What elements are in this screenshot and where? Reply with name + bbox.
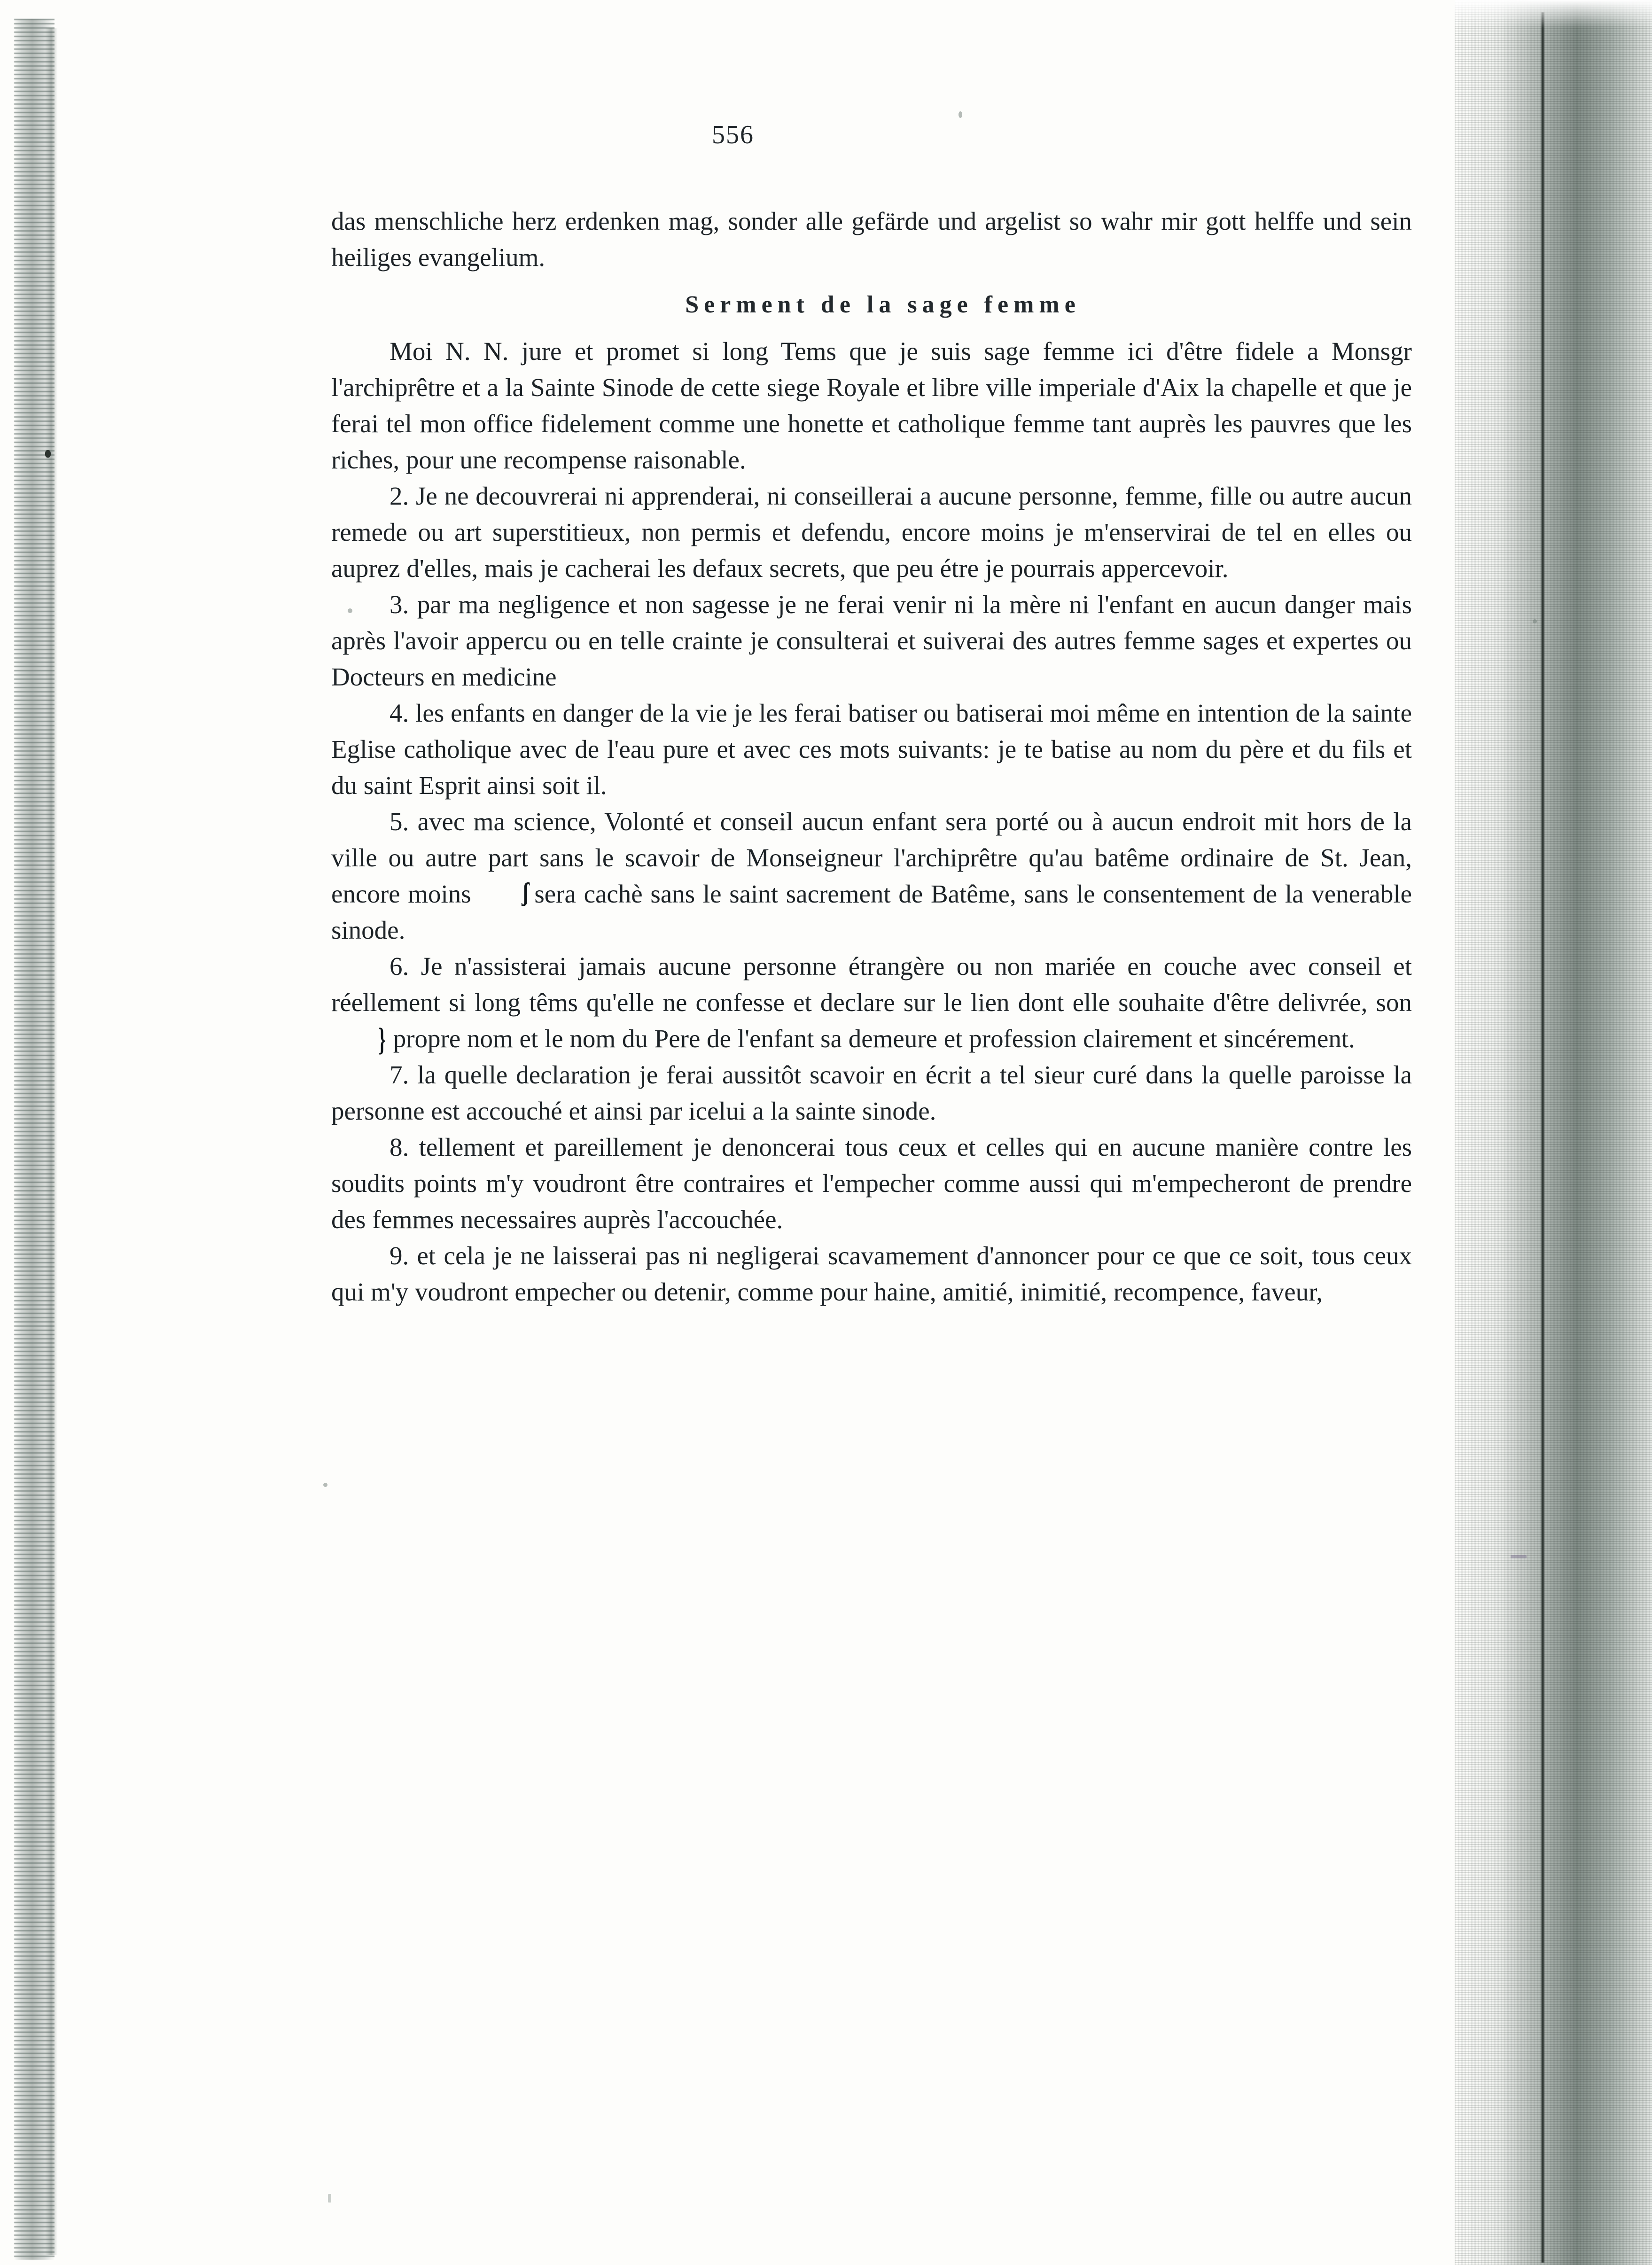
binding-gutter-top-fade — [1455, 0, 1652, 28]
article-3 — [331, 586, 1412, 695]
scan-speck — [323, 1483, 327, 1487]
article-1: Moi N. N. jure et promet si long Tems que je suis sage femme ici d'être fidele a Monsgr l'archiprêtre et a la Sainte Sinode de cette siege Royale et libre ville imperiale d'Aix la chapelle et que je ferai tel mon office fidelement comme une honette et catholique femme tant auprès les pauvres que les riches, pour une recompense raisonable. — [331, 337, 1412, 474]
binding-gutter-dark-line — [1541, 12, 1545, 2263]
manuscript-brace-mark: } — [378, 1021, 386, 1058]
article-2 — [331, 478, 1412, 586]
article-9-number: 9. — [390, 1241, 409, 1270]
article-7-text: la quelle declaration je ferai aussitôt scavoir en écrit a tel sieur curé dans la quelle paroisse la personne est accouché et ainsi par icelui a la sainte sinode. — [331, 1060, 1412, 1125]
left-edge-ink-blob — [45, 450, 51, 458]
article-5-text-before-mark: avec ma science, Volonté et conseil aucun enfant sera porté ou à aucun endroit mit hors de la ville ou autre part sans le scavoir de Monseigneur l'archiprêtre qu'au batême ordinaire de St. Jean, encore moins — [331, 807, 1412, 908]
article-3-number: 3. — [390, 590, 409, 619]
left-page-edge-artifact — [14, 19, 55, 2260]
opening-paragraph: das menschliche herz erdenken mag, sonder alle gefärde und argelist so wahr mir gott helffe und sein heiliges evangelium. — [331, 207, 1412, 272]
scan-speck — [1533, 619, 1537, 623]
article-2-text: Je ne decouvrerai ni apprenderai, ni conseillerai a aucune personne, femme, fille ou autre aucun remede ou art superstitieux, non permis et defendu, encore moins je m'enservirai de tel en elles ou auprez d'elles, mais je cacherai les defaux secrets, que peu étre je pourrais appercevoir. — [331, 482, 1412, 583]
article-5 — [331, 803, 1412, 948]
article-7 — [331, 1057, 1412, 1129]
article-5-number: 5. — [390, 807, 409, 836]
article-4-number: 4. — [390, 699, 409, 727]
article-9 — [331, 1238, 1412, 1310]
article-3-text: par ma negligence et non sagesse je ne ferai venir ni la mère ni l'enfant en aucun danger mais après l'avoir appercu ou en telle crainte je consulterai et suiverai des autres femme sages et expertes ou Docteurs en medicine — [331, 590, 1412, 691]
article-6-text-before-mark: Je n'assisterai jamais aucune personne étrangère ou non mariée en couche avec conseil et réellement si long têms qu'elle ne confesse et declare sur le lien dont elle souhaite d'être delivrée, son — [331, 952, 1412, 1017]
article-4-text: les enfants en danger de la vie je les ferai batiser ou batiserai moi même en intention de la sainte Eglise catholique avec de l'eau pure et avec ces mots suivants: je te batise au nom du père et du fils et du saint Esprit ainsi soit il. — [331, 699, 1412, 800]
article-8 — [331, 1129, 1412, 1238]
section-title: Serment de la sage femme — [685, 291, 1081, 318]
article-7-number: 7. — [390, 1060, 409, 1089]
manuscript-insertion-mark: ʃ — [522, 878, 529, 906]
article-6-number: 6. — [390, 952, 409, 981]
scan-speck — [1511, 1555, 1527, 1558]
article-6 — [331, 948, 1412, 1057]
page-text-block — [331, 203, 1412, 1310]
page-number: 556 — [712, 120, 754, 149]
article-4 — [331, 695, 1412, 803]
article-8-text: tellement et pareillement je denoncerai tous ceux et celles qui en aucune manière contre les soudits points m'y voudront être contraires et l'empecher comme aussi qui m'empecheront de prendre des femmes necessaires auprès l'accouchée. — [331, 1133, 1412, 1234]
binding-gutter-noise — [1455, 0, 1652, 2265]
article-9-text: et cela je ne laisserai pas ni negligerai scavamement d'annoncer pour ce que ce soit, tous ceux qui m'y voudront empecher ou detenir, comme pour haine, amitié, inimitié, recompence, faveur, — [331, 1241, 1412, 1306]
article-5-text-after-mark: sera cachè sans le saint sacrement de Batême, sans le consentement de la venerable sinode. — [331, 880, 1412, 944]
article-8-number: 8. — [390, 1133, 409, 1161]
scan-speck — [958, 111, 962, 118]
article-6-text-after-mark: propre nom et le nom du Pere de l'enfant sa demeure et profession clairement et sincérement. — [393, 1024, 1355, 1053]
left-page-edge-artifact-secondary — [45, 28, 57, 2255]
binding-gutter-shadow — [1455, 0, 1652, 2265]
scan-speck — [328, 2194, 331, 2203]
article-2-number: 2. — [390, 482, 409, 510]
